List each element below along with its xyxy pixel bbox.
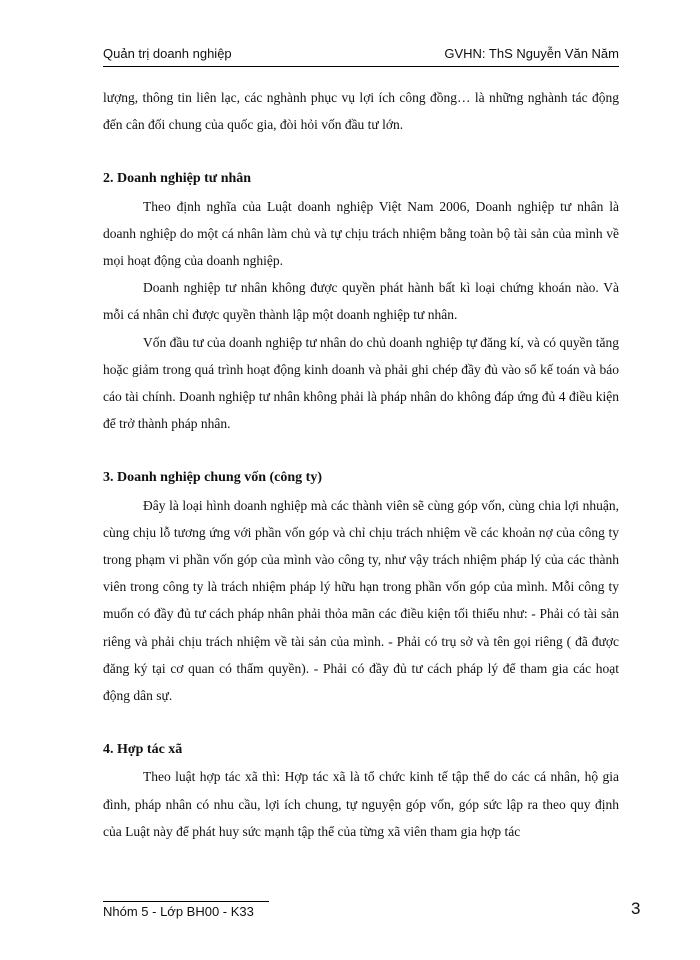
- section-4-heading: 4. Hợp tác xã: [103, 742, 183, 758]
- header-instructor: GVHN: ThS Nguyễn Văn Năm: [444, 46, 619, 61]
- section-3-paragraph-1: Đây là loại hình doanh nghiệp mà các thành viên sẽ cùng góp vốn, cùng chia lợi nhuận, cùng chịu lỗ tương ứng với phần vốn góp và chỉ chịu trách nhiệm về các khoản nợ của công ty trong phạm vi phần vốn góp của mình vào công ty, như vậy trách nhiệm pháp lý của các thành viên trong công ty là trách nhiệm pháp lý hữu hạn trong phần vốn góp của mình. Mỗi công ty muốn có đầy đủ tư cách pháp nhân phải thỏa mãn các điều kiện tối thiểu như: - Phải có tài sản riêng và phải chịu trách nhiệm về tài sản của mình. - Phải có trụ sở và tên gọi riêng ( đã được đăng ký tại cơ quan có thẩm quyền). - Phải có đầy đủ tư cách pháp lý để tham gia các hoạt động dân sự.: [103, 497, 619, 704]
- section-2-paragraph-3: Vốn đầu tư của doanh nghiệp tư nhân do chủ doanh nghiệp tự đăng kí, và có quyền tăng hoặc giảm trong quá trình hoạt động kinh doanh và phải ghi chép đầy đủ vào sổ kế toán và báo cáo tài chính. Doanh nghiệp tư nhân không phải là pháp nhân do không đáp ứng đủ 4 điều kiện để trở thành pháp nhân.: [103, 334, 619, 432]
- section-4-paragraph-1: Theo luật hợp tác xã thì: Hợp tác xã là tổ chức kinh tế tập thể do các cá nhân, hộ gia đình, pháp nhân có nhu cầu, lợi ích chung, tự nguyện góp vốn, góp sức lập ra theo quy định của Luật này để phát huy sức mạnh tập thể của từng xã viên tham gia hợp tác: [103, 769, 619, 839]
- page-header: [103, 44, 619, 67]
- footer-group-label: [103, 901, 269, 919]
- intro-paragraph: lượng, thông tin liên lạc, các nghành phục vụ lợi ích công đồng… là những nghành tác động đến cân đối chung của quốc gia, đòi hỏi vốn đầu tư lớn.: [103, 90, 619, 133]
- header-course-title: Quản trị doanh nghiệp: [103, 46, 232, 61]
- footer-group-text: Nhóm 5 - Lớp BH00 - K33: [103, 904, 254, 919]
- document-body: [103, 84, 619, 845]
- page-footer: [103, 895, 643, 925]
- section-2-heading: 2. Doanh nghiệp tư nhân: [103, 171, 252, 187]
- section-3-heading: 3. Doanh nghiệp chung vốn (công ty): [103, 470, 322, 486]
- page-number: 3: [631, 899, 641, 918]
- section-2-paragraph-2: Doanh nghiệp tư nhân không được quyền phát hành bất kì loại chứng khoán nào. Và mỗi cá nhân chỉ được quyền thành lập một doanh nghiệp tư nhân.: [103, 280, 619, 323]
- section-2-paragraph-1: Theo định nghĩa của Luật doanh nghiệp Việt Nam 2006, Doanh nghiệp tư nhân là doanh nghiệp do một cá nhân làm chủ và tự chịu trách nhiệm bằng toàn bộ tài sản của mình về mọi hoạt động của doanh nghiệp.: [103, 198, 619, 269]
